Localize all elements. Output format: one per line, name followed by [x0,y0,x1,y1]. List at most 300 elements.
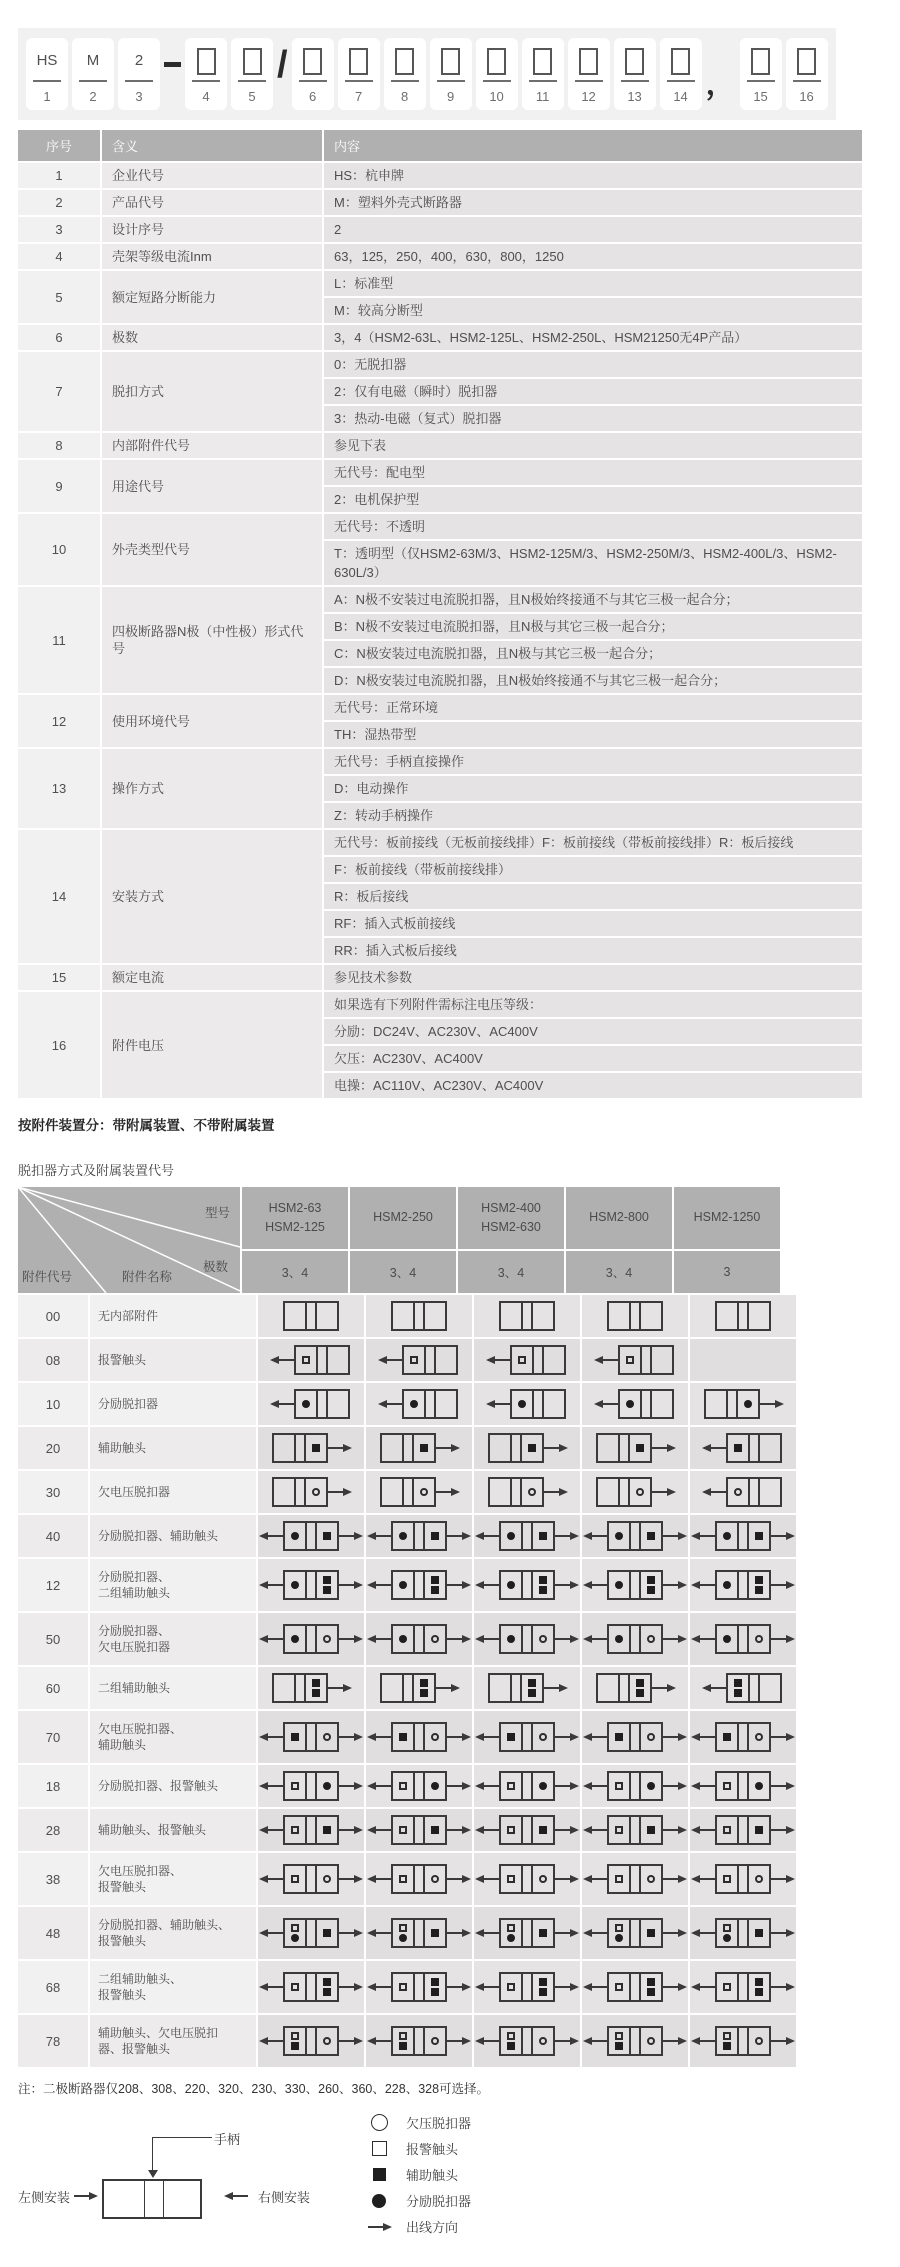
diagram-cell [690,1765,796,1807]
left-compartment [512,1347,534,1373]
middle-compartment [631,1572,641,1598]
accessory-code-cell: 12 [18,1559,88,1611]
accessory-row [18,1383,780,1425]
diagram-cell [474,1853,580,1905]
breaker-schematic-box [391,1815,447,1845]
breaker-schematic-box [715,2026,771,2056]
accessory-code-cell: 40 [18,1515,88,1557]
undervoltage-release-icon [539,1733,547,1741]
left-compartment [274,1435,296,1461]
empty-code-box-icon [487,48,506,75]
breaker-schematic-box [283,1918,339,1948]
middle-compartment [307,1303,317,1329]
handle-pointer-line [152,2137,212,2138]
row-content-cell [324,163,862,188]
model-name: HSM2-125 [265,1220,325,1234]
accessory-table-title: 脱扣器方式及附属装置代号 [18,1163,175,1178]
outgoing-arrow-right-icon [544,1447,566,1449]
middle-compartment [307,1626,317,1652]
aux-contact-icon [507,2042,515,2050]
left-compartment [501,1523,523,1549]
accessory-code-cell: 20 [18,1427,88,1469]
left-compartment [285,1974,307,2000]
row-meaning-cell: 企业代号 [102,163,322,188]
right-compartment [425,1920,445,1946]
undervoltage-release-icon [431,1875,439,1883]
right-compartment [641,1303,661,1329]
aux-contact-icon [539,1988,547,1996]
undervoltage-release-icon [636,1488,644,1496]
outgoing-arrow-left-icon [369,1736,391,1738]
row-content-cell [324,190,862,215]
position-number: 12 [581,89,596,104]
aux-contact-icon [615,2042,623,2050]
right-compartment [317,1572,337,1598]
accessory-diagram [715,1301,771,1331]
aux-contact-icon [373,2168,386,2181]
middle-compartment [426,1391,436,1417]
middle-compartment [631,1974,641,2000]
outgoing-arrow-right-icon [771,1638,793,1640]
diagram-cell [366,1809,472,1851]
diagram-cell [474,1711,580,1763]
aux-contact-icon [539,1929,547,1937]
handle-pointer-line-vertical [152,2137,153,2171]
undervoltage-release-icon [420,1488,428,1496]
diagram-cell [474,1295,580,1337]
right-compartment [630,1479,650,1505]
row-content-cell [324,325,862,350]
row-content-cell [324,830,862,963]
breaker-schematic-box [596,1477,652,1507]
diagram-cell [366,1295,472,1337]
row-content-cell [324,460,862,512]
shunt-release-icon [518,1400,526,1408]
table-row [18,992,862,1098]
left-compartment [598,1675,620,1701]
outgoing-arrow-right-icon [555,2040,577,2042]
alarm-contact-icon [507,1826,515,1834]
left-compartment [609,1866,631,1892]
accessory-diagram [596,1433,674,1463]
model-code-cell [185,38,227,110]
alarm-contact-icon [615,1782,623,1790]
right-compartment [749,1920,769,1946]
right-compartment [630,1675,650,1701]
left-compartment [501,1920,523,1946]
outgoing-arrow-right-icon [771,2040,793,2042]
breaker-schematic-box [391,2026,447,2056]
middle-compartment [631,1303,641,1329]
shunt-release-icon [431,1782,439,1790]
table2-corner-cell [18,1187,240,1293]
right-compartment [533,1974,553,2000]
breaker-schematic-box [715,1722,771,1752]
breaker-box [102,2179,202,2219]
diagram-cell [582,1613,688,1665]
empty-code-box-icon [303,48,322,75]
accessory-name-line: 报警触头 [98,1934,147,1948]
row-number-cell: 6 [18,325,100,350]
accessory-diagram [369,2026,469,2056]
diagram-cell [258,1559,364,1611]
accessory-diagram [477,2026,577,2056]
row-content-cell [324,433,862,458]
accessory-name-cell [90,1471,256,1513]
right-compartment [533,1866,553,1892]
breaker-schematic-box [391,1570,447,1600]
outgoing-arrow-left-icon [693,1785,715,1787]
row-meaning-cell: 使用环境代号 [102,695,322,747]
aux-contact-icon [647,1576,655,1584]
diagram-cell [690,1853,796,1905]
shunt-release-icon [723,1934,731,1942]
position-number: 2 [89,89,97,104]
breaker-schematic-box [499,1972,555,2002]
diagram-cell [258,1853,364,1905]
left-compartment [717,1303,739,1329]
breaker-schematic-box [618,1389,674,1419]
outgoing-arrow-left-icon [369,2040,391,2042]
right-compartment [749,2028,769,2054]
undervoltage-release-icon [323,2037,331,2045]
alarm-contact-icon [723,1826,731,1834]
alarm-contact-icon [372,2141,387,2156]
middle-compartment [534,1347,544,1373]
accessory-code-cell: 10 [18,1383,88,1425]
accessory-code-cell: 38 [18,1853,88,1905]
poles-header-cell: 3、4 [566,1251,672,1293]
accessory-diagram [369,1570,469,1600]
content-line: 0：无脱扣器 [324,352,862,377]
right-compartment [306,1675,326,1701]
position-number: 8 [400,89,409,104]
corner-poles-label: 极数 [202,1260,228,1274]
diagram-cell [582,1765,688,1807]
middle-compartment [642,1391,652,1417]
diagram-cell [258,1427,364,1469]
middle-compartment [512,1675,522,1701]
undervoltage-release-icon [734,1488,742,1496]
row-number-cell: 4 [18,244,100,269]
right-compartment [317,2028,337,2054]
model-code-cell [522,38,564,110]
right-compartment [328,1391,348,1417]
position-number: 15 [753,89,768,104]
content-line: R：板后接线 [324,884,862,909]
accessory-diagram [704,1389,782,1419]
diagram-cell [690,1613,796,1665]
row-number-cell: 16 [18,992,100,1098]
diagram-cell [582,1295,688,1337]
aux-contact-icon [755,1586,763,1594]
diagram-cell [474,1907,580,1959]
shunt-release-icon [507,1581,515,1589]
diagram-cell [474,2015,580,2067]
accessory-diagram [380,1433,458,1463]
outgoing-arrow-right-icon [663,1638,685,1640]
left-compartment [285,2028,307,2054]
undervoltage-release-icon [539,2037,547,2045]
page [0,28,900,2267]
breaker-schematic-box [726,1433,782,1463]
accessory-name-cell [90,1613,256,1665]
aux-contact-icon [755,1988,763,1996]
model-code-char [441,45,460,75]
accessory-code-cell: 70 [18,1711,88,1763]
model-code-char [533,45,552,75]
content-line: 无代号：不透明 [324,514,862,539]
middle-compartment [415,2028,425,2054]
poles-header-cell: 3、4 [242,1251,348,1293]
empty-code-box-icon [671,48,690,75]
diagram-cell [474,1471,580,1513]
middle-compartment [415,1773,425,1799]
outgoing-arrow-right-icon [447,1785,469,1787]
right-compartment [630,1435,650,1461]
aux-contact-icon [528,1444,536,1452]
accessory-row [18,1471,780,1513]
breaker-schematic-box [283,1570,339,1600]
row-number-cell: 14 [18,830,100,963]
legend-label: 欠压脱扣器 [406,2116,472,2131]
accessory-name-line: 二组辅助触头 [98,1586,171,1600]
outgoing-arrow-right-icon [339,1535,361,1537]
middle-compartment [750,1675,760,1701]
breaker-schematic-box [607,1918,663,1948]
right-compartment [738,1391,758,1417]
accessory-name-cell [90,1295,256,1337]
middle-compartment [307,1920,317,1946]
left-compartment [598,1479,620,1505]
left-compartment [728,1675,750,1701]
accessory-diagram [380,1389,458,1419]
accessory-name-line: 报警触头 [98,1880,147,1894]
diagram-cell [690,1295,796,1337]
diagram-cell [258,1809,364,1851]
outgoing-arrow-right-icon [663,1829,685,1831]
aux-contact-icon [420,1679,428,1687]
outgoing-arrow-left-icon [477,1736,499,1738]
breaker-schematic-box [380,1477,436,1507]
diagram-cell [366,1471,472,1513]
outgoing-arrow-left-icon [585,1638,607,1640]
breaker-schematic-box [391,1771,447,1801]
model-code-cell [118,38,160,110]
row-content-cell [324,965,862,990]
breaker-schematic-box [715,1771,771,1801]
breaker-schematic-box [607,1570,663,1600]
middle-compartment [404,1435,414,1461]
alarm-contact-icon [291,1983,299,1991]
content-line: 63，125，250，400，630，800，1250 [324,244,862,269]
shunt-release-icon [507,1934,515,1942]
accessory-code-cell: 48 [18,1907,88,1959]
aux-contact-icon [734,1444,742,1452]
accessory-row [18,1295,780,1337]
accessory-name-line: 辅助触头 [98,1738,147,1752]
table-row [18,217,862,242]
accessory-name-line: 二组辅助触头 [98,1681,171,1695]
outgoing-arrow-left-icon [369,1986,391,1988]
outgoing-arrow-left-icon [704,1447,726,1449]
row-content-cell [324,514,862,585]
right-compartment [749,1974,769,2000]
accessory-diagram [369,1864,469,1894]
alarm-contact-icon [615,1924,623,1932]
right-compartment [652,1347,672,1373]
aux-contact-icon [431,1586,439,1594]
breaker-schematic-box [499,2026,555,2056]
outgoing-arrow-right-icon [663,2040,685,2042]
outgoing-arrow-left-icon [585,1736,607,1738]
undervoltage-release-icon [323,1875,331,1883]
accessory-diagram [261,1722,361,1752]
accessory-name-cell [90,1907,256,1959]
diagram-cell [366,1667,472,1709]
accessory-code-cell: 50 [18,1613,88,1665]
accessory-diagram [585,1722,685,1752]
content-line: F：板前接线（带板前接线排） [324,857,862,882]
middle-compartment [739,1920,749,1946]
breaker-schematic-box [283,1722,339,1752]
undervoltage-release-icon [312,1488,320,1496]
accessory-row [18,1667,780,1709]
position-number: 7 [354,89,363,104]
accessory-name-cell [90,2015,256,2067]
outgoing-arrow-left-icon [585,2040,607,2042]
diagram-cell [258,1961,364,2013]
breaker-schematic-box [499,1624,555,1654]
aux-contact-icon [539,1532,547,1540]
corner-code-label: 附件代号 [22,1270,73,1284]
right-compartment [317,1626,337,1652]
right-compartment [749,1626,769,1652]
left-compartment [393,1920,415,1946]
outgoing-arrow-left-icon [477,1638,499,1640]
accessory-diagram [693,1972,793,2002]
legend-label: 出线方向 [406,2220,459,2235]
accessory-diagram [596,1345,674,1375]
content-line: 欠压：AC230V、AC400V [324,1046,862,1071]
shunt-release-icon [291,1581,299,1589]
accessory-diagram [477,1771,577,1801]
alarm-contact-icon [723,1983,731,1991]
right-compartment [760,1479,780,1505]
row-meaning-cell: 壳架等级电流Inm [102,244,322,269]
right-compartment [749,1523,769,1549]
shunt-release-icon [291,1934,299,1942]
row-meaning-cell: 额定短路分断能力 [102,271,322,323]
right-compartment [533,1303,553,1329]
alarm-contact-icon [518,1356,526,1364]
content-line: 分励：DC24V、AC230V、AC400V [324,1019,862,1044]
outgoing-arrow-right-icon [555,1736,577,1738]
breaker-middle-compartment [145,2181,164,2217]
breaker-schematic-box [607,1722,663,1752]
model-code-char [487,45,506,75]
table-row [18,190,862,215]
outgoing-arrow-left-icon [477,1878,499,1880]
outgoing-arrow-right-icon [652,1491,674,1493]
outgoing-arrow-right-icon [436,1491,458,1493]
accessory-name-cell [90,1515,256,1557]
outgoing-arrow-left-icon [693,1986,715,1988]
code-underline-icon [529,80,557,82]
table-row [18,271,862,323]
accessory-diagram [499,1301,555,1331]
diagram-cell [258,1515,364,1557]
alarm-contact-icon [291,1924,299,1932]
diagram-cell [474,1515,580,1557]
accessory-name-line: 辅助触头、报警触头 [98,1823,207,1837]
left-install-arrow-icon [74,2195,96,2197]
accessory-code-cell: 00 [18,1295,88,1337]
shunt-release-icon [410,1400,418,1408]
left-compartment [609,1773,631,1799]
model-code-char [797,45,816,75]
middle-compartment [307,1724,317,1750]
outgoing-arrow-right-icon [555,1829,577,1831]
accessory-name-cell [90,1427,256,1469]
content-line: 2 [324,217,862,242]
legend-item [366,2217,471,2236]
breaker-schematic-box [499,1918,555,1948]
right-compartment [436,1347,456,1373]
content-line: 无代号：正常环境 [324,695,862,720]
empty-code-box-icon [579,48,598,75]
empty-code-box-icon [197,48,216,75]
diagram-cell [258,1667,364,1709]
outgoing-arrow-left-icon [380,1359,402,1361]
accessory-diagram [693,1570,793,1600]
legend-item [366,2191,471,2210]
outgoing-arrow-left-icon [693,2040,715,2042]
breaker-schematic-box [272,1433,328,1463]
corner-name-label: 附件名称 [122,1270,173,1284]
accessory-diagram [693,1624,793,1654]
model-header-cell [566,1187,672,1249]
table1-header-content: 内容 [324,130,862,161]
aux-contact-icon [539,1978,547,1986]
right-compartment [317,1817,337,1843]
breaker-schematic-box [510,1345,566,1375]
aux-contact-icon [420,1689,428,1697]
outgoing-arrow-right-icon [663,1986,685,1988]
breaker-left-compartment [104,2181,145,2217]
outgoing-arrow-right-icon [544,1687,566,1689]
right-compartment [533,1572,553,1598]
table1-header-row [18,130,862,161]
aux-contact-icon [647,1929,655,1937]
breaker-schematic-box [488,1477,544,1507]
accessory-diagram [585,1972,685,2002]
right-install-arrow-icon [226,2195,248,2197]
outgoing-arrow-left-icon [272,1403,294,1405]
model-header-cell [458,1187,564,1249]
undervoltage-release-icon [647,1875,655,1883]
right-compartment [641,2028,661,2054]
outgoing-arrow-left-icon [369,1878,391,1880]
outgoing-arrow-right-icon [436,1687,458,1689]
middle-compartment [620,1479,630,1505]
breaker-schematic-box [283,1521,339,1551]
accessory-diagram [477,1972,577,2002]
shunt-release-icon [507,1532,515,1540]
alarm-contact-icon [723,2032,731,2040]
accessory-code-cell: 18 [18,1765,88,1807]
empty-code-box-icon [533,48,552,75]
